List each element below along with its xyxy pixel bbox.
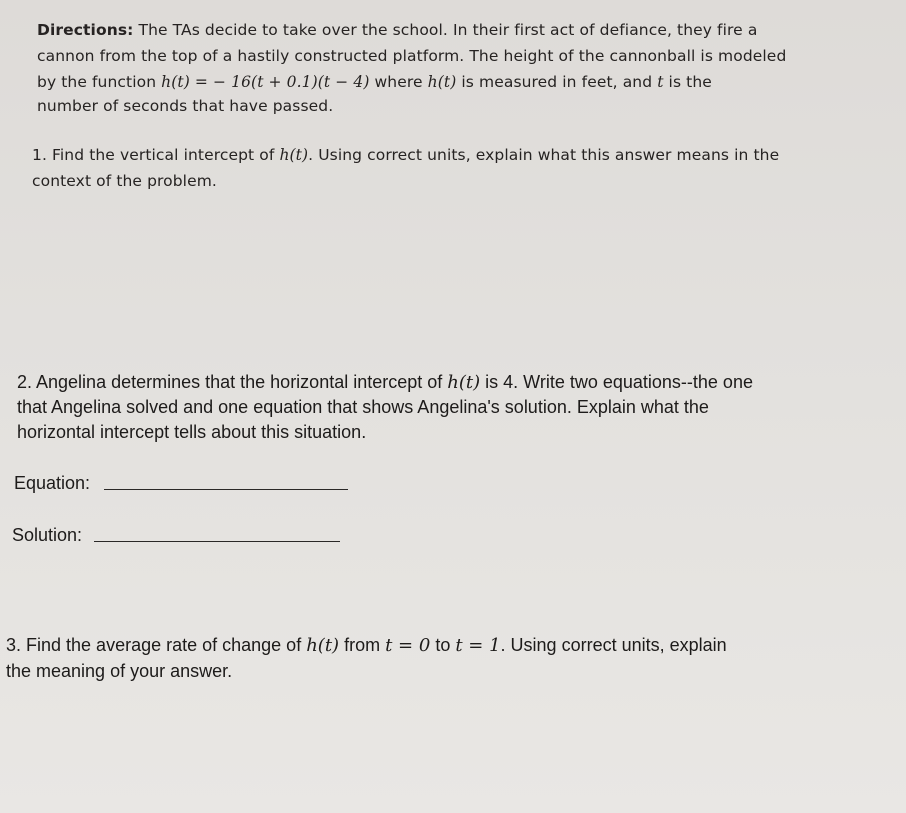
directions-line-3-b: where (369, 73, 428, 91)
question-1-line-2: context of the problem. (32, 172, 217, 190)
h-of-t: h(t) (427, 73, 457, 91)
directions-line-3-c: is measured in feet, and (456, 73, 658, 91)
question-3-from: from (339, 635, 386, 655)
question-2-line-2: that Angelina solved and one equation that shows Angelina's solution. Explain what the (17, 397, 709, 417)
question-3-text-a: 3. Find the average rate of change of (6, 635, 307, 655)
directions-line-3 (37, 75, 712, 91)
question-2-line-1 (17, 373, 753, 392)
question-3-text-b: . Using correct units, explain (500, 635, 727, 655)
solution-answer-blank[interactable] (94, 541, 340, 542)
question-1-text-b: . Using correct units, explain what this answer means in the (308, 146, 780, 164)
h-of-t: h(t) (447, 372, 481, 393)
directions-line-1 (37, 23, 757, 39)
question-1-line-1 (32, 148, 779, 164)
equation-label: Equation: (14, 473, 91, 493)
equation-answer-blank[interactable] (104, 489, 348, 490)
directions-line-3-a: by the function (37, 73, 162, 91)
height-function: h(t) = − 16(t + 0.1)(t − 4) (161, 73, 370, 91)
question-3-to: to (430, 635, 456, 655)
question-1-text-a: 1. Find the vertical intercept of (32, 146, 280, 164)
directions-line-3-d: is the (663, 73, 712, 91)
question-3-line-1 (6, 636, 727, 655)
directions-line-1-text: The TAs decide to take over the school. In their first act of defiance, they fire a (133, 21, 758, 39)
h-of-t: h(t) (279, 146, 309, 164)
question-2-text-b: is 4. Write two equations--the one (480, 372, 753, 392)
h-of-t: h(t) (306, 635, 340, 656)
question-2-line-3: horizontal intercept tells about this situation. (17, 422, 367, 442)
directions-line-4: number of seconds that have passed. (37, 97, 334, 115)
t-equals-1: t = 1 (455, 635, 501, 656)
question-2-text-a: 2. Angelina determines that the horizontal intercept of (17, 372, 448, 392)
question-3-line-2: the meaning of your answer. (6, 661, 233, 681)
directions-line-2: cannon from the top of a hastily constructed platform. The height of the cannonball is modeled (37, 47, 787, 65)
t-variable: t (657, 73, 664, 91)
t-equals-0: t = 0 (385, 635, 431, 656)
solution-label: Solution: (12, 525, 83, 545)
directions-label: Directions: (37, 21, 134, 39)
